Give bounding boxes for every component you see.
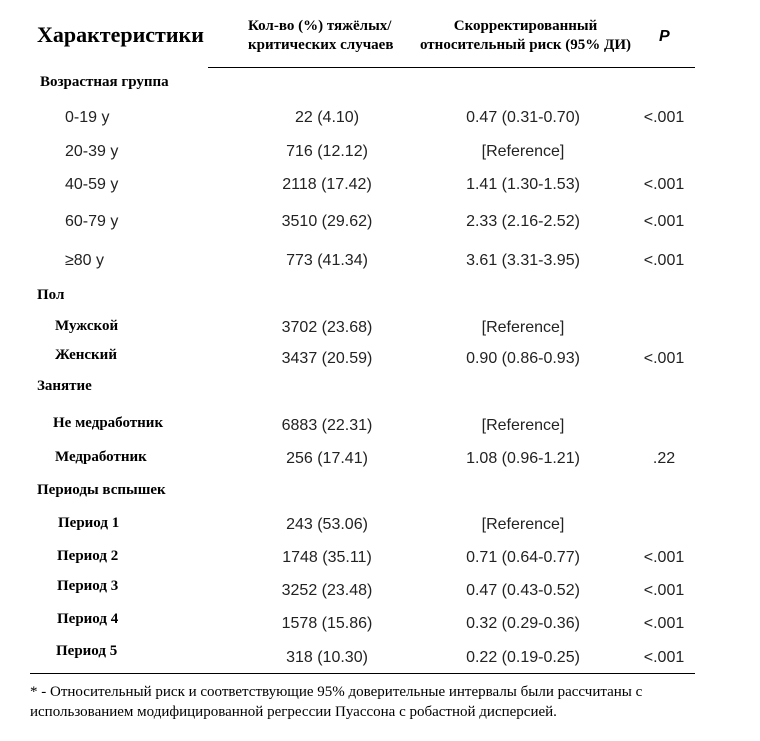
- row-p-age-4: <.001: [643, 252, 685, 269]
- row-p-age-0: <.001: [643, 109, 685, 126]
- row-count-sex-0: 3702 (23.68): [281, 319, 373, 336]
- row-label-period-1: Период 2: [57, 548, 119, 564]
- row-p-period-2: <.001: [643, 582, 685, 599]
- row-rr-age-3: 2.33 (2.16-2.52): [466, 213, 580, 230]
- row-rr-sex-0: [Reference]: [481, 319, 565, 336]
- row-rr-age-1: [Reference]: [481, 143, 565, 160]
- section-title-occupation: Занятие: [37, 378, 92, 394]
- row-count-period-2: 3252 (23.48): [281, 582, 373, 599]
- row-rr-period-2: 0.47 (0.43-0.52): [466, 582, 580, 599]
- column-header-rr-line2: относительный риск (95% ДИ): [420, 37, 631, 53]
- section-title-sex: Пол: [37, 287, 65, 303]
- row-label-sex-1: Женский: [55, 347, 117, 363]
- row-label-sex-0: Мужской: [55, 318, 119, 334]
- section-title-age: Возрастная группа: [40, 74, 169, 90]
- row-label-period-0: Период 1: [58, 515, 120, 531]
- row-label-age-2: 40-59 y: [65, 176, 119, 193]
- header-rule: [208, 67, 695, 68]
- row-label-occupation-1: Медработник: [55, 449, 147, 465]
- row-rr-age-2: 1.41 (1.30-1.53): [466, 176, 580, 193]
- row-count-age-4: 773 (41.34): [286, 252, 368, 269]
- row-rr-age-0: 0.47 (0.31-0.70): [466, 109, 580, 126]
- row-label-period-2: Период 3: [57, 578, 119, 594]
- row-p-period-4: <.001: [643, 649, 685, 666]
- row-label-period-4: Период 5: [56, 643, 118, 659]
- row-count-age-0: 22 (4.10): [294, 109, 360, 126]
- column-header-count-line2: критических случаев: [248, 37, 394, 53]
- row-rr-age-4: 3.61 (3.31-3.95): [466, 252, 580, 269]
- row-rr-occupation-0: [Reference]: [481, 417, 565, 434]
- row-p-age-3: <.001: [643, 213, 685, 230]
- row-count-age-3: 3510 (29.62): [281, 213, 373, 230]
- row-rr-period-4: 0.22 (0.19-0.25): [466, 649, 580, 666]
- column-header-count: [248, 17, 393, 55]
- row-label-age-0: 0-19 y: [65, 109, 110, 126]
- row-rr-period-1: 0.71 (0.64-0.77): [466, 549, 580, 566]
- row-count-period-1: 1748 (35.11): [282, 549, 372, 566]
- row-count-age-2: 2118 (17.42): [282, 176, 372, 193]
- row-label-period-3: Период 4: [57, 611, 119, 627]
- footnote: * - Относительный риск и соответствующие 95% доверительные интервалы были рассчитаны с использованием модифицированной регрессии Пуассона с робастной дисперсией.: [30, 684, 643, 720]
- row-count-period-3: 1578 (15.86): [281, 615, 373, 632]
- row-count-period-0: 243 (53.06): [286, 516, 368, 533]
- row-count-period-4: 318 (10.30): [286, 649, 368, 666]
- column-header-adjusted-rr: [420, 17, 631, 55]
- row-p-age-2: <.001: [643, 176, 685, 193]
- row-rr-period-3: 0.32 (0.29-0.36): [466, 615, 580, 632]
- row-label-age-1: 20-39 y: [65, 143, 119, 160]
- column-header-characteristics: Характеристики: [37, 22, 204, 47]
- row-label-age-4: ≥80 y: [65, 252, 105, 269]
- row-rr-period-0: [Reference]: [481, 516, 565, 533]
- column-header-rr-line1: Скорректированный: [453, 18, 598, 34]
- column-header-count-line1: Кол-во (%) тяжёлых/: [248, 18, 392, 34]
- row-p-period-3: <.001: [643, 615, 685, 632]
- bottom-rule: [30, 673, 695, 674]
- row-p-occupation-1: .22: [652, 450, 676, 467]
- row-label-age-3: 60-79 y: [65, 213, 119, 230]
- column-header-p: P: [659, 28, 670, 45]
- row-rr-occupation-1: 1.08 (0.96-1.21): [466, 450, 580, 467]
- row-p-period-1: <.001: [643, 549, 685, 566]
- row-rr-sex-1: 0.90 (0.86-0.93): [466, 350, 580, 367]
- row-p-sex-1: <.001: [643, 350, 685, 367]
- row-count-occupation-0: 6883 (22.31): [281, 417, 373, 434]
- row-count-age-1: 716 (12.12): [286, 143, 368, 160]
- row-count-sex-1: 3437 (20.59): [281, 350, 373, 367]
- section-title-periods: Периоды вспышек: [37, 482, 166, 498]
- row-label-occupation-0: Не медработник: [53, 415, 164, 431]
- row-count-occupation-1: 256 (17.41): [286, 450, 368, 467]
